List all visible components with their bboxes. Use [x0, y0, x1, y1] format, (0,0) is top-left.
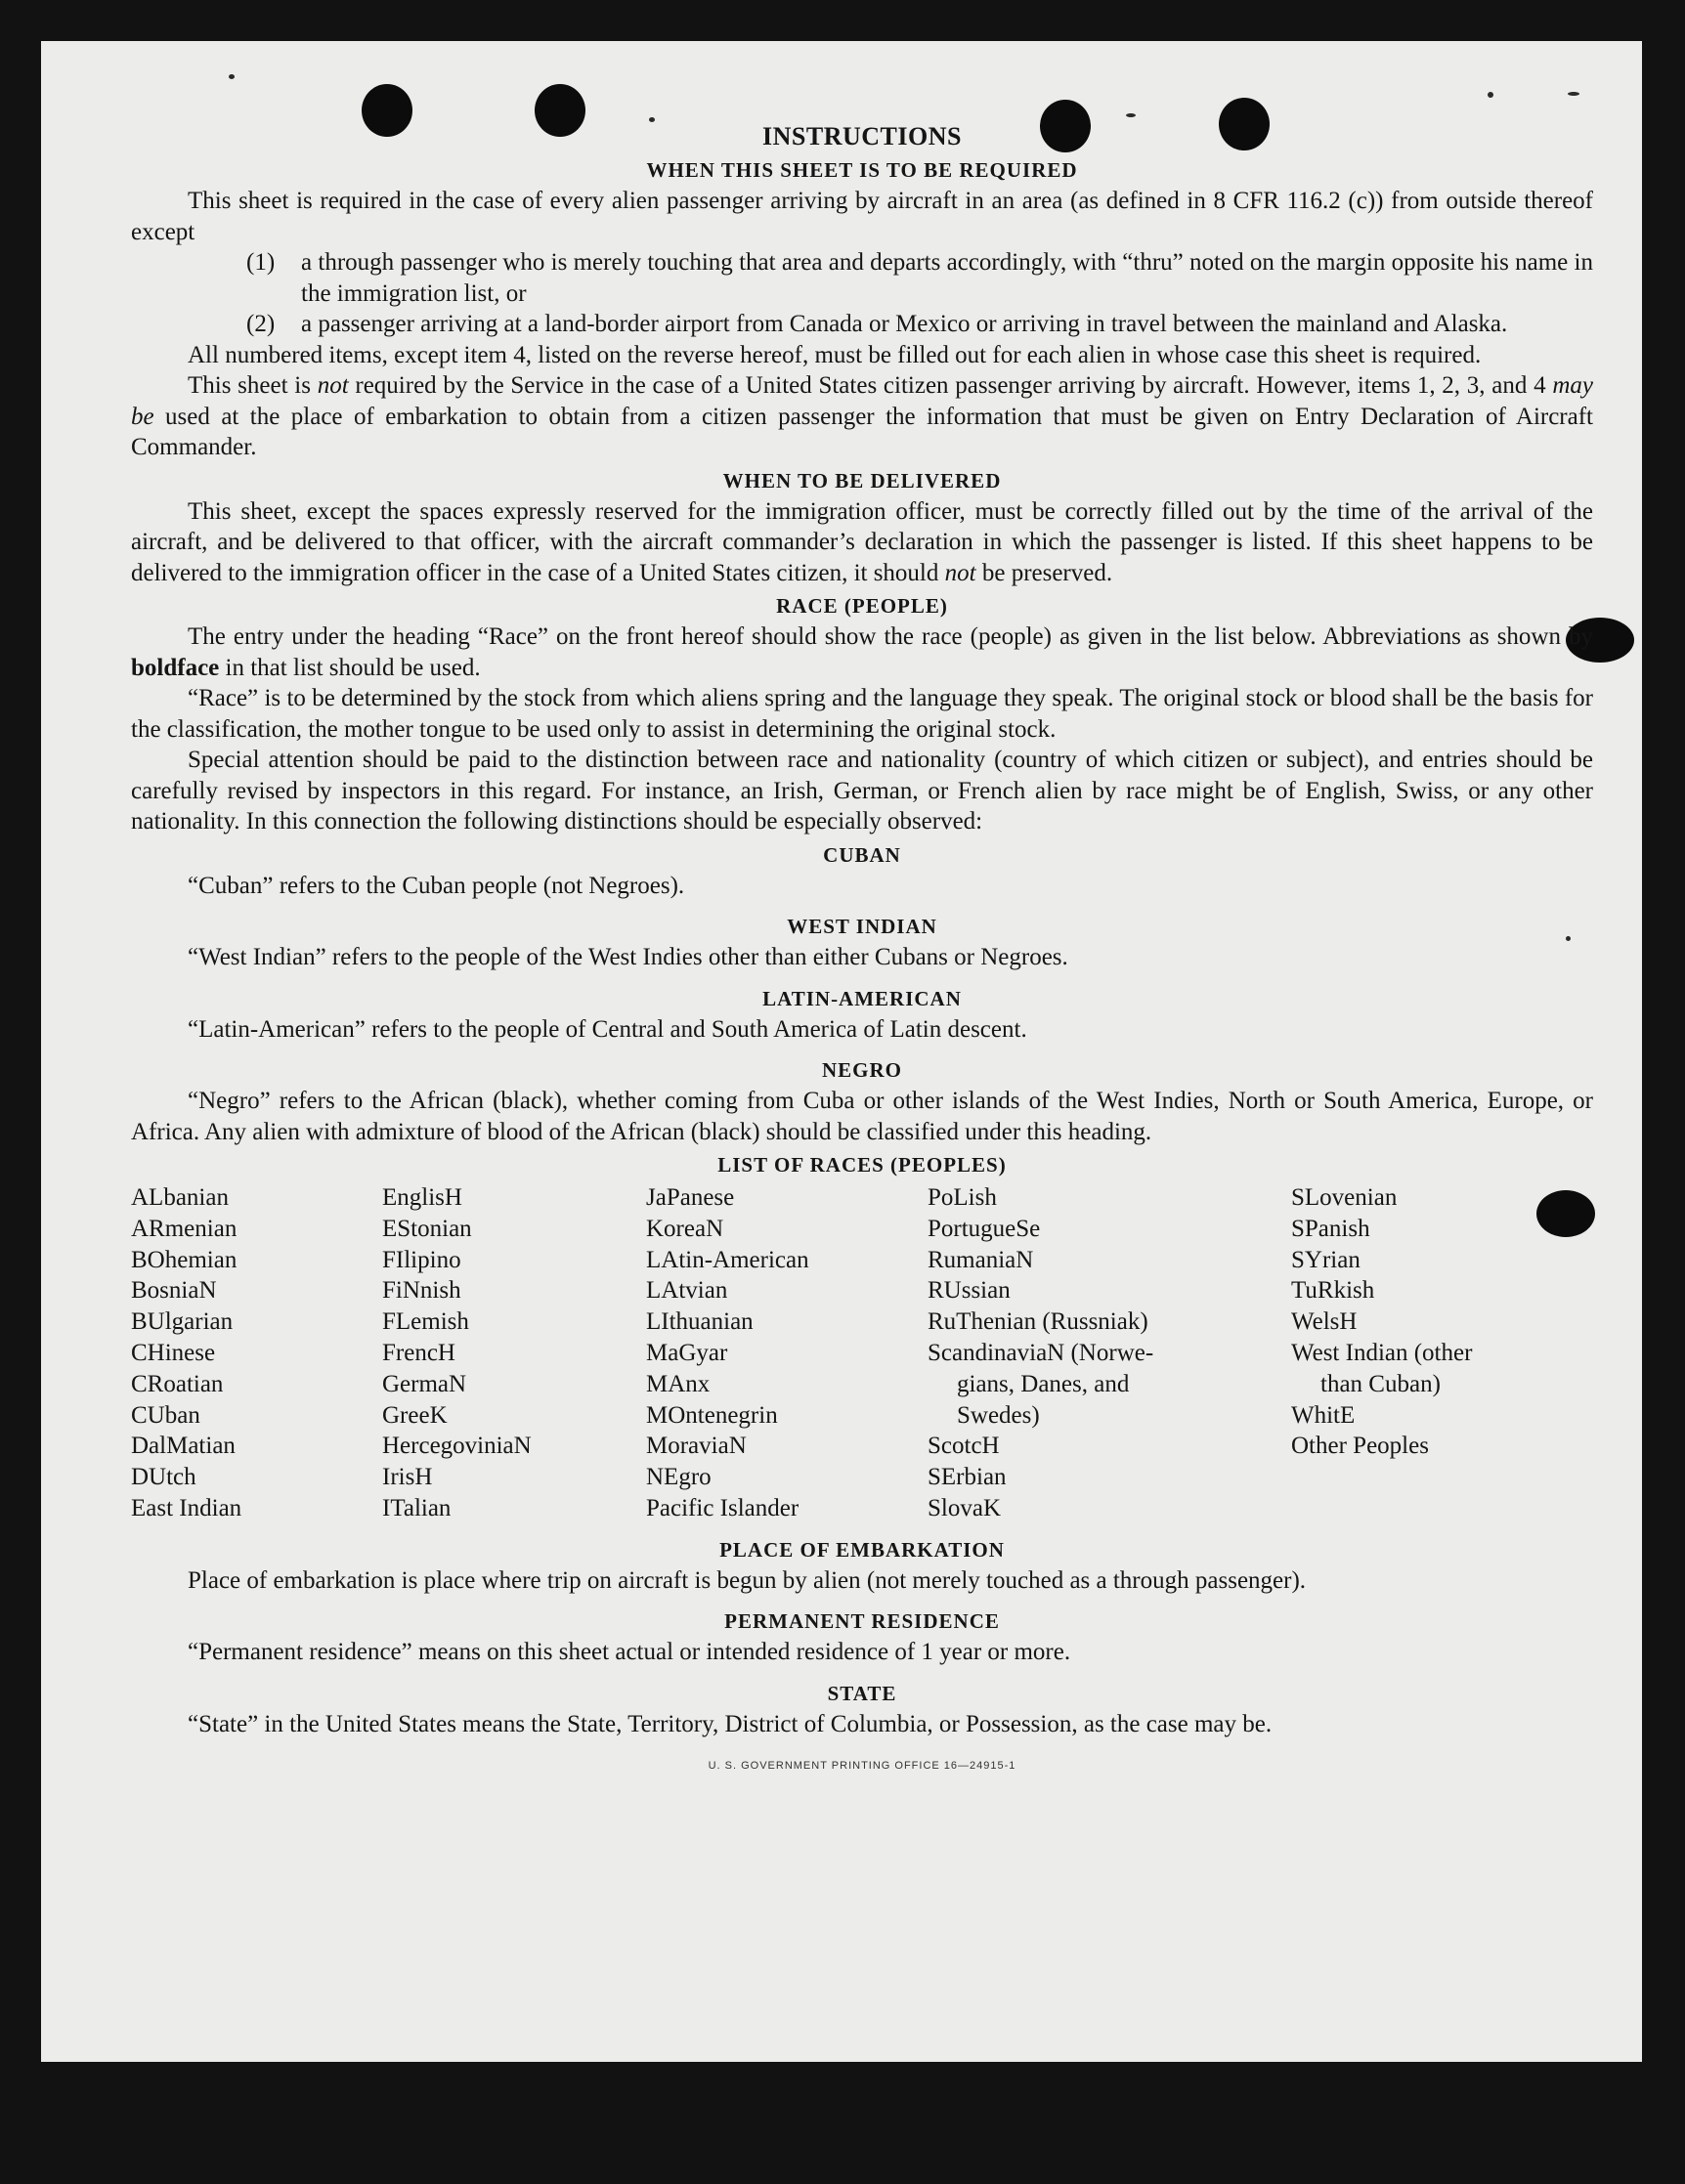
- race-entry: TuRkish: [1291, 1277, 1375, 1305]
- section-heading-west-indian: WEST INDIAN: [787, 915, 937, 938]
- race-entry: FIlipino: [382, 1246, 461, 1273]
- paragraph: This sheet, except the spaces expressly reserved for the immigration officer, must be correctly filled out by the time of the arrival of the aircraft, and be delivered to that officer, with the aircraft commander’s declaration in which the passenger is listed. If this sheet happens to be delivered to the immigration officer in the case of a United States citizen, it should not be preserved.: [131, 497, 1593, 586]
- item-text: a through passenger who is merely touching that area and departs accordingly, with “thru” noted on the margin opposite his name in the immigration list, or: [301, 249, 1593, 307]
- paragraph: “Race” is to be determined by the stock from which aliens spring and the language they speak. The original stock or blood shall be the basis for the classification, the mother tongue to be used only to assist in determining the original stock.: [131, 685, 1593, 743]
- races-column: [131, 1182, 382, 1524]
- race-entry: SPanish: [1291, 1215, 1370, 1242]
- section-heading-latin-american: LATIN-AMERICAN: [762, 986, 962, 1010]
- race-entry: Pacific Islander: [646, 1494, 799, 1521]
- race-entry: ARmenian: [131, 1215, 238, 1242]
- race-entry: Other Peoples: [1291, 1433, 1429, 1460]
- race-entry: BOhemian: [131, 1246, 238, 1273]
- race-entry: MoraviaN: [646, 1433, 747, 1460]
- race-entry: than Cuban): [1320, 1370, 1441, 1397]
- races-column: [382, 1182, 646, 1524]
- race-entry: FiNnish: [382, 1277, 461, 1305]
- race-entry: GreeK: [382, 1401, 448, 1429]
- paragraph: This sheet is required in the case of every alien passenger arriving by aircraft in an area (as defined in 8 CFR 116.2 (c)) from outside thereof except: [131, 188, 1593, 245]
- item-number: (1): [246, 249, 276, 276]
- section-heading-embarkation: PLACE OF EMBARKATION: [719, 1537, 1005, 1562]
- speck: [229, 74, 235, 79]
- paragraph: All numbered items, except item 4, listed on the reverse hereof, must be filled out for each alien in whose case this sheet is required.: [188, 341, 1482, 368]
- race-entry: DUtch: [131, 1464, 196, 1491]
- race-entry: WelsH: [1291, 1308, 1358, 1336]
- race-entry: FrencH: [382, 1339, 455, 1366]
- document-page: [41, 41, 1642, 2062]
- paragraph: “Latin-American” refers to the people of Central and South America of Latin descent.: [188, 1015, 1027, 1043]
- item-text: a passenger arriving at a land-border airport from Canada or Mexico or arriving in travel between the mainland and Alaska.: [301, 311, 1508, 337]
- race-entry: BosniaN: [131, 1277, 217, 1305]
- race-entry: gians, Danes, and: [957, 1370, 1130, 1397]
- section-heading-list-of-races: LIST OF RACES (PEOPLES): [717, 1153, 1007, 1177]
- race-entry: MOntenegrin: [646, 1401, 778, 1429]
- race-entry: East Indian: [131, 1494, 242, 1521]
- race-entry: ALbanian: [131, 1184, 229, 1211]
- race-entry: PoLish: [928, 1184, 997, 1211]
- paragraph: This sheet is not required by the Service in the case of a United States citizen passenger arriving by aircraft. However, items 1, 2, 3, and 4 may be used at the place of embarkation to obtain from a citizen passenger the information that must be given on Entry Declaration of Aircraft Commander.: [131, 372, 1593, 460]
- race-entry: SlovaK: [928, 1494, 1001, 1521]
- race-entry: LIthuanian: [646, 1308, 754, 1336]
- race-entry: JaPanese: [646, 1184, 735, 1211]
- race-entry: LAtin-American: [646, 1246, 809, 1273]
- race-entry: RumaniaN: [928, 1246, 1034, 1273]
- races-column: [1291, 1182, 1593, 1524]
- paragraph: Special attention should be paid to the distinction between race and nationality (country of which citizen or subject), and entries should be carefully revised by inspectors in this regard. For instance, an Irish, German, or French alien by race might be of English, Swiss, or any other nationality. In this connection the following distinctions should be especially observed:: [131, 747, 1593, 835]
- paragraph: “Cuban” refers to the Cuban people (not Negroes).: [188, 872, 685, 899]
- race-entry: CHinese: [131, 1339, 216, 1366]
- race-entry: ScotcH: [928, 1433, 1000, 1460]
- race-entry: MaGyar: [646, 1339, 728, 1366]
- section-heading-when-required: WHEN THIS SHEET IS TO BE REQUIRED: [646, 158, 1078, 182]
- paragraph: “West Indian” refers to the people of the West Indies other than either Cubans or Negroes.: [188, 944, 1068, 970]
- race-entry: HercegoviniaN: [382, 1433, 532, 1460]
- paragraph: Place of embarkation is place where trip on aircraft is begun by alien (not merely touched as a through passenger).: [188, 1566, 1307, 1594]
- paragraph: “Negro” refers to the African (black), whether coming from Cuba or other islands of the West Indies, North or South America, Europe, or Africa. Any alien with admixture of blood of the African (black) should be classified under this heading.: [131, 1088, 1593, 1145]
- races-list: [131, 1182, 1593, 1524]
- race-entry: BUlgarian: [131, 1308, 234, 1336]
- race-entry: CRoatian: [131, 1370, 224, 1397]
- race-entry: WhitE: [1291, 1401, 1356, 1429]
- race-entry: LAtvian: [646, 1277, 728, 1305]
- section-heading-permanent-residence: PERMANENT RESIDENCE: [724, 1609, 1000, 1634]
- race-entry: SLovenian: [1291, 1184, 1398, 1211]
- section-heading-cuban: CUBAN: [823, 842, 901, 867]
- race-entry: PortugueSe: [928, 1215, 1041, 1242]
- printer-imprint: U. S. GOVERNMENT PRINTING OFFICE 16—24915-1: [708, 1760, 1016, 1773]
- race-entry: MAnx: [646, 1370, 711, 1397]
- race-entry: RUssian: [928, 1277, 1011, 1305]
- list-item: [246, 247, 1593, 309]
- race-entry: EStonian: [382, 1215, 472, 1242]
- race-entry: FLemish: [382, 1308, 469, 1336]
- paragraph: “State” in the United States means the State, Territory, District of Columbia, or Possession, as the case may be.: [188, 1710, 1273, 1737]
- race-entry: ITalian: [382, 1494, 452, 1521]
- race-entry: EnglisH: [382, 1184, 462, 1211]
- races-column: [928, 1182, 1291, 1524]
- race-entry: SErbian: [928, 1464, 1007, 1491]
- section-heading-state: STATE: [827, 1681, 897, 1705]
- section-heading-race: RACE (PEOPLE): [776, 594, 948, 618]
- race-entry: CUban: [131, 1401, 200, 1429]
- paragraph: “Permanent residence” means on this sheet actual or intended residence of 1 year or more.: [188, 1639, 1071, 1666]
- speck: [1488, 92, 1493, 98]
- race-entry: GermaN: [382, 1370, 467, 1397]
- list-item: [246, 309, 1593, 340]
- race-entry: RuThenian (Russniak): [928, 1308, 1148, 1336]
- section-heading-negro: NEGRO: [821, 1058, 902, 1082]
- speck: [1568, 92, 1579, 96]
- section-heading-when-delivered: WHEN TO BE DELIVERED: [722, 468, 1002, 492]
- paragraph: The entry under the heading “Race” on the front hereof should show the race (people) as given in the list below. Abbreviations as shown by boldface in that list should be used.: [131, 623, 1593, 681]
- race-entry: West Indian (other: [1291, 1339, 1473, 1366]
- race-entry: DalMatian: [131, 1433, 236, 1460]
- item-number: (2): [246, 311, 276, 337]
- races-column: [646, 1182, 928, 1524]
- page-title: INSTRUCTIONS: [762, 122, 962, 150]
- speck: [1126, 113, 1136, 117]
- race-entry: KoreaN: [646, 1215, 724, 1242]
- race-entry: NEgro: [646, 1464, 712, 1491]
- race-entry: SYrian: [1291, 1246, 1361, 1273]
- race-entry: ScandinaviaN (Norwe-: [928, 1339, 1154, 1366]
- race-entry: IrisH: [382, 1464, 433, 1491]
- race-entry: Swedes): [957, 1401, 1040, 1429]
- document-body: [131, 121, 1593, 1782]
